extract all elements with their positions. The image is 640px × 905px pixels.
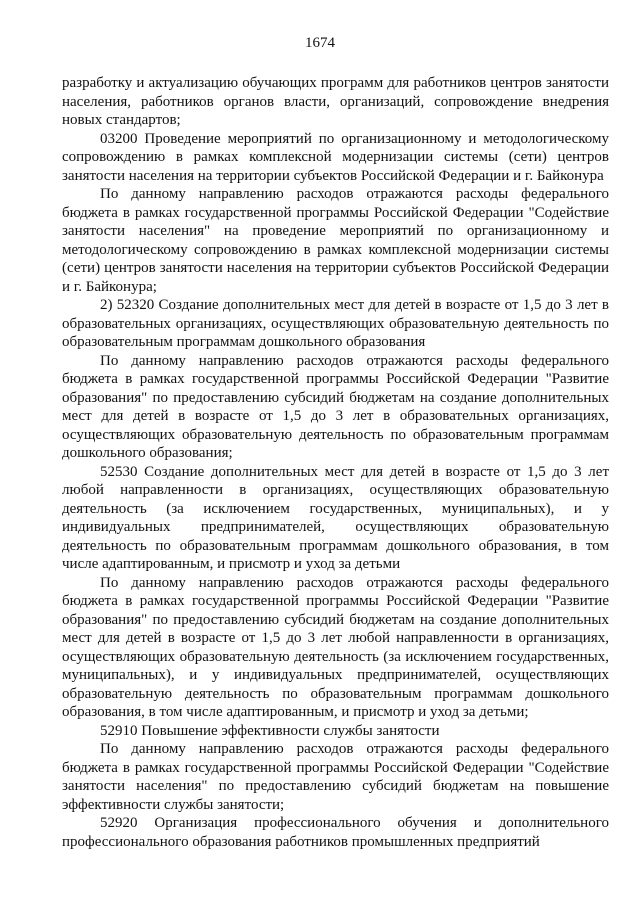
paragraph-6: 52530 Создание дополнительных мест для детей в возрасте от 1,5 до 3 лет любой направленности в организациях, осуществляющих образовательную деятельность (за исключением государственных, муниципальных), и у индивидуальных предпринимателей, осуществляющих образовательную деятельность по образовательным программам дошкольного образования, в том числе адаптированным, и присмотр и уход за детьми <box>62 463 609 572</box>
paragraph-9: По данному направлению расходов отражаются расходы федерального бюджета в рамках государственной программы Российской Федерации "Содействие занятости населения" по предоставлению субсидий бюджетам на повышение эффективности службы занятости; <box>62 741 609 813</box>
paragraph-1: разработку и актуализацию обучающих программ для работников центров занятости населения, работников органов власти, организаций, сопровождение внедрения новых стандартов; <box>62 75 609 128</box>
document-body <box>62 74 609 851</box>
paragraph-3: По данному направлению расходов отражаются расходы федерального бюджета в рамках государственной программы Российской Федерации "Содействие занятости населения" на проведение мероприятий по организационному и методологическому сопровождению в рамках комплексной модернизации системы (сети) центров занятости населения на территории субъектов Российской Федерации и г. Байконура; <box>62 186 609 295</box>
page-number: 1674 <box>305 35 335 51</box>
paragraph-5: По данному направлению расходов отражаются расходы федерального бюджета в рамках государственной программы Российской Федерации "Развитие образования" по предоставлению субсидий бюджетам на создание дополнительных мест для детей в возрасте от 1,5 до 3 лет в образовательных организациях, осуществляющих образовательную деятельность по образовательным программам дошкольного образования; <box>62 352 609 461</box>
paragraph-10: 52920 Организация профессионального обучения и дополнительного профессионального образования работников промышленных предприятий <box>62 815 609 850</box>
paragraph-4: 2) 52320 Создание дополнительных мест для детей в возрасте от 1,5 до 3 лет в образовательных организациях, осуществляющих образовательную деятельность по образовательным программам дошкольного образования <box>62 297 609 350</box>
paragraph-8: 52910 Повышение эффективности службы занятости <box>100 722 440 739</box>
paragraph-2: 03200 Проведение мероприятий по организационному и методологическому сопровождению в рамках комплексной модернизации системы (сети) центров занятости населения на территории субъектов Российской Федерации и г. Байконура <box>62 130 609 184</box>
paragraph-7: По данному направлению расходов отражаются расходы федерального бюджета в рамках государственной программы Российской Федерации "Развитие образования" по предоставлению субсидий бюджетам на создание дополнительных мест для детей в возрасте от 1,5 до 3 лет любой направленности в организациях, осуществляющих образовательную деятельность (за исключением государственных, муниципальных), и у индивидуальных предпринимателей, осуществляющих образовательную деятельность по образовательным программам дошкольного образования, в том числе адаптированным, и присмотр и уход за детьми; <box>62 574 609 720</box>
